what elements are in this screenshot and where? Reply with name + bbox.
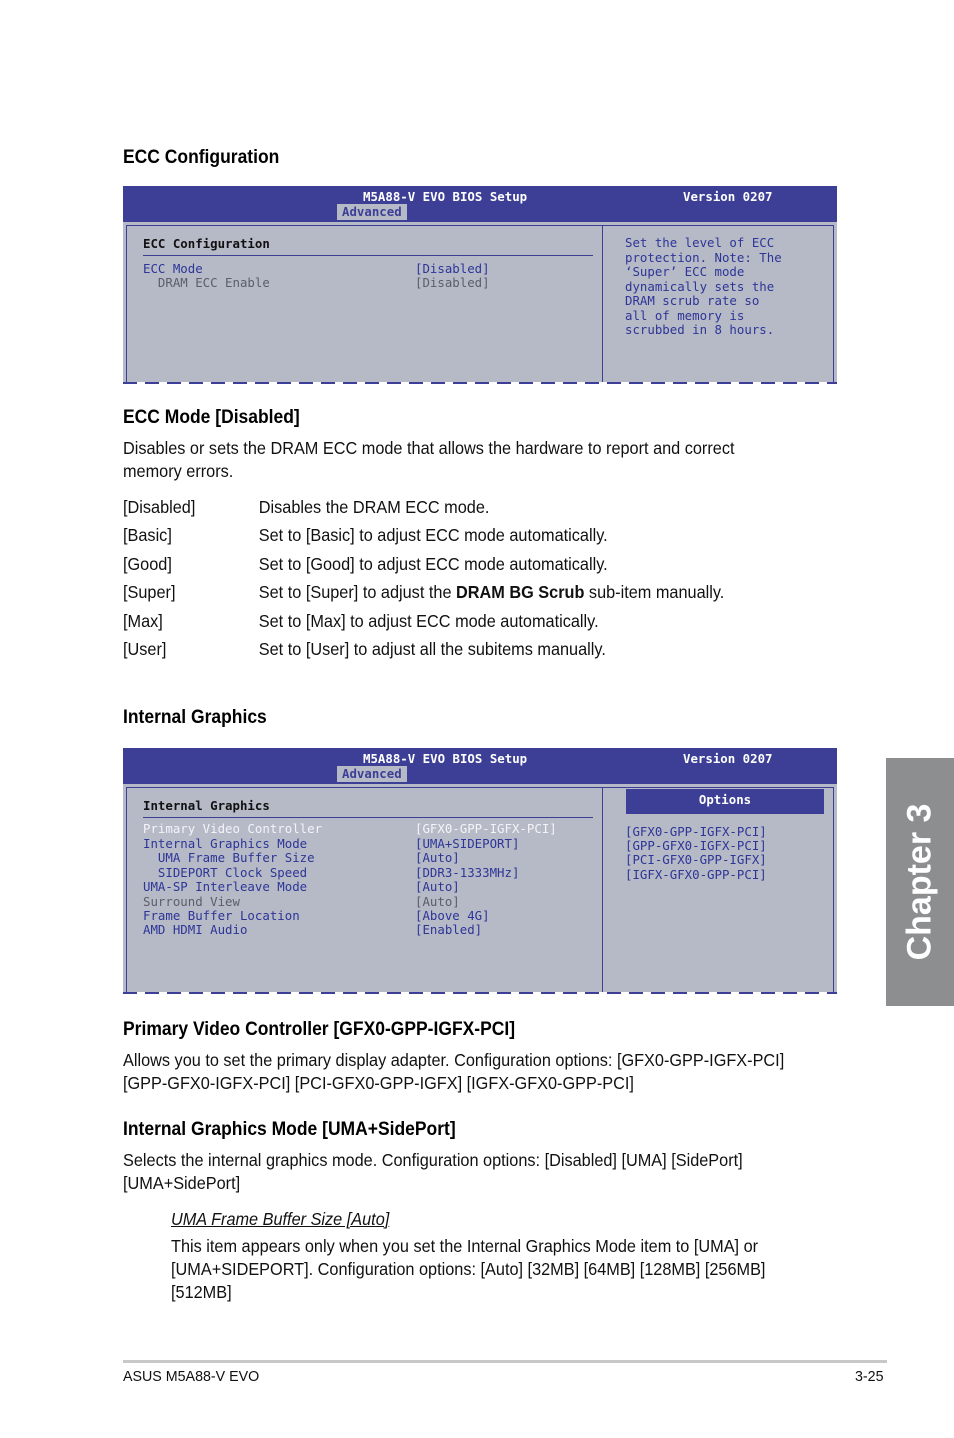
bios-section-title: Internal Graphics — [143, 798, 270, 813]
option-key: [Disabled] — [123, 497, 196, 517]
bios-header-bar — [123, 186, 837, 222]
bios-item-primary-video-controller[interactable] — [143, 821, 557, 836]
bios-item-value: [Enabled] — [415, 922, 483, 937]
ecc-configuration-heading: ECC Configuration — [123, 147, 280, 168]
bios-item-surround-view — [143, 894, 460, 909]
bios-panel-divider — [602, 787, 603, 992]
primary-video-line1: Allows you to set the primary display adapter. Configuration options: [GFX0-GPP-IGFX-PCI] — [123, 1050, 785, 1070]
bios-panel-divider — [602, 225, 603, 382]
igfx-bios-screen — [123, 748, 837, 992]
bios-help-text: Set the level of ECC protection. Note: The ‘Super’ ECC mode dynamically sets the DRAM scrub rate so all of memory is scrubbed in 8 hours. — [625, 235, 782, 337]
chapter-label: Chapter 3 — [900, 803, 939, 961]
primary-video-controller-heading: Primary Video Controller [GFX0-GPP-IGFX-PCI] — [123, 1019, 516, 1040]
bios-body — [123, 784, 837, 992]
option-desc-post: sub-item manually. — [584, 582, 725, 602]
uma-buffer-line3: [512MB] — [171, 1282, 232, 1302]
bios-body — [123, 222, 837, 382]
chapter-tab — [886, 758, 954, 1006]
bios-item-label: SIDEPORT Clock Speed — [143, 865, 308, 880]
bios-item-label: Internal Graphics Mode — [143, 836, 308, 851]
option-desc: Set to [Basic] to adjust ECC mode automatically. — [258, 525, 608, 545]
bios-item-ecc-mode[interactable] — [143, 261, 490, 276]
tab-advanced[interactable]: Advanced — [337, 204, 407, 220]
ecc-mode-heading: ECC Mode [Disabled] — [123, 407, 300, 428]
bios-section-rule — [143, 255, 593, 256]
options-item[interactable]: [GPP-GFX0-IGFX-PCI] — [625, 838, 767, 853]
uma-frame-buffer-heading: UMA Frame Buffer Size [Auto] — [171, 1209, 390, 1229]
option-desc: Set to [Max] to adjust ECC mode automatically. — [258, 611, 599, 631]
option-key: [Super] — [123, 582, 176, 602]
uma-buffer-line2: [UMA+SIDEPORT]. Configuration options: [Auto] [32MB] [64MB] [128MB] [256MB] — [171, 1259, 766, 1279]
bios-dashed-border — [123, 992, 837, 994]
bios-item-label: AMD HDMI Audio — [143, 922, 248, 937]
bios-item-dram-ecc-enable — [143, 275, 490, 290]
options-item[interactable]: [PCI-GFX0-GPP-IGFX] — [625, 852, 767, 867]
bios-item-label: UMA-SP Interleave Mode — [143, 879, 308, 894]
bios-item-internal-graphics-mode[interactable] — [143, 836, 519, 851]
bios-item-label: Frame Buffer Location — [143, 908, 300, 923]
bios-section-title: ECC Configuration — [143, 236, 270, 251]
bios-item-value: [Auto] — [415, 894, 460, 909]
footer-page-number: 3-25 — [855, 1368, 884, 1385]
option-key: [Good] — [123, 554, 172, 574]
bios-title: M5A88-V EVO BIOS Setup — [363, 189, 528, 204]
bios-title: M5A88-V EVO BIOS Setup — [363, 751, 528, 766]
primary-video-line2: [GPP-GFX0-IGFX-PCI] [PCI-GFX0-GPP-IGFX] [IGFX-GFX0-GPP-PCI] — [123, 1073, 634, 1093]
bios-item-label: ECC Mode — [143, 261, 203, 276]
bios-header-bar — [123, 748, 837, 784]
bios-item-value: [Above 4G] — [415, 908, 490, 923]
bios-item-value: [Auto] — [415, 850, 460, 865]
bios-section-rule — [143, 817, 593, 818]
bios-item-label: DRAM ECC Enable — [143, 275, 270, 290]
option-desc-pre: Set to [Super] to adjust the — [258, 582, 457, 602]
bios-item-label: UMA Frame Buffer Size — [143, 850, 315, 865]
bios-item-value: [Disabled] — [415, 275, 490, 290]
bios-item-value: [Auto] — [415, 879, 460, 894]
option-key: [User] — [123, 639, 167, 659]
igfx-mode-line1: Selects the internal graphics mode. Configuration options: [Disabled] [UMA] [SidePort] — [123, 1150, 743, 1170]
bios-item-sideport-clock-speed[interactable] — [143, 865, 519, 880]
bios-item-uma-sp-interleave-mode[interactable] — [143, 879, 460, 894]
bios-item-value: [Disabled] — [415, 261, 490, 276]
internal-graphics-heading: Internal Graphics — [123, 707, 267, 728]
bios-item-value: [GFX0-GPP-IGFX-PCI] — [415, 821, 557, 836]
bios-item-frame-buffer-location[interactable] — [143, 908, 490, 923]
bios-item-label: Primary Video Controller — [143, 821, 323, 836]
bios-item-amd-hdmi-audio[interactable] — [143, 922, 482, 937]
bios-item-value: [UMA+SIDEPORT] — [415, 836, 520, 851]
options-button[interactable]: Options — [626, 789, 824, 814]
options-item[interactable]: [IGFX-GFX0-GPP-PCI] — [625, 867, 767, 882]
options-item[interactable]: [GFX0-GPP-IGFX-PCI] — [625, 824, 767, 839]
option-desc: Disables the DRAM ECC mode. — [258, 497, 490, 517]
bios-dashed-border — [123, 382, 837, 384]
bios-version: Version 0207 — [683, 189, 773, 204]
footer-product: ASUS M5A88-V EVO — [123, 1368, 260, 1385]
option-desc: Set to [User] to adjust all the subitems manually. — [258, 639, 606, 659]
ecc-mode-description: Disables or sets the DRAM ECC mode that allows the hardware to report and correct memory errors. — [123, 438, 735, 481]
ecc-bios-screen — [123, 186, 837, 382]
internal-graphics-mode-heading: Internal Graphics Mode [UMA+SidePort] — [123, 1119, 456, 1140]
option-desc — [259, 582, 725, 603]
uma-buffer-line1: This item appears only when you set the Internal Graphics Mode item to [UMA] or — [171, 1236, 759, 1256]
bios-item-uma-frame-buffer-size[interactable] — [143, 850, 460, 865]
option-desc: Set to [Good] to adjust ECC mode automatically. — [258, 554, 608, 574]
tab-advanced[interactable]: Advanced — [337, 766, 407, 782]
bios-item-value: [DDR3-1333MHz] — [415, 865, 520, 880]
bios-version: Version 0207 — [683, 751, 773, 766]
bios-item-label: Surround View — [143, 894, 240, 909]
option-key: [Basic] — [123, 525, 172, 545]
footer-rule — [123, 1360, 887, 1363]
igfx-mode-line2: [UMA+SidePort] — [123, 1173, 241, 1193]
option-desc-bold: DRAM BG Scrub — [456, 582, 585, 602]
option-key: [Max] — [123, 611, 163, 631]
